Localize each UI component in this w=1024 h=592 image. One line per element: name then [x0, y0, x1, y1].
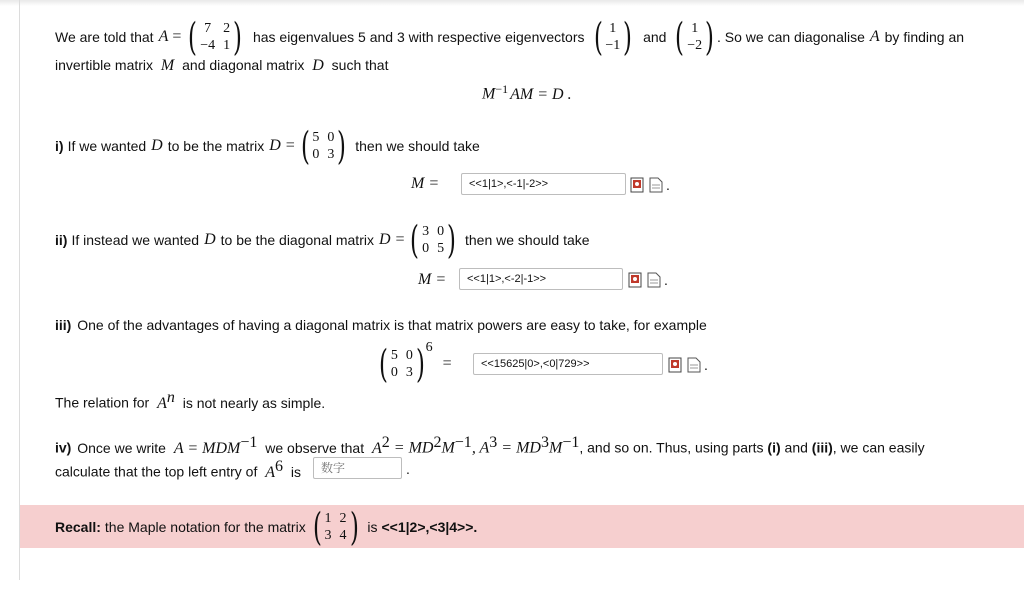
paren-left: ( [593, 15, 603, 59]
matrix-cell: 2 [223, 21, 231, 36]
matrix-power-expression [376, 340, 452, 388]
math-expr: = MD [389, 439, 434, 457]
matrix-cell: 7 [204, 21, 212, 36]
matrix-D1 [298, 124, 350, 168]
math-expr: = MD [497, 439, 541, 457]
part-text: to be the diagonal matrix [220, 232, 374, 248]
matrix-cell: 5 [390, 348, 398, 363]
paren-right: ) [623, 15, 633, 59]
math-exponent: 6 [425, 340, 433, 355]
paren-left: ( [312, 505, 322, 549]
math-eq: = [172, 28, 182, 45]
math-eq: = [442, 355, 452, 372]
answer-input-part-3[interactable]: <<15625|0>,<0|729>> [473, 353, 663, 375]
left-border [19, 0, 20, 580]
paren-right: ) [349, 505, 359, 549]
paren-left: ( [675, 15, 685, 59]
part-text: , we can easily [832, 439, 925, 456]
relation-text: is not nearly as simple. [182, 394, 326, 411]
top-shadow [0, 0, 1024, 6]
part-label: iii) [55, 317, 72, 333]
intro-text: We are told that [55, 29, 154, 45]
intro-eigen-text: has eigenvalues 5 and 3 with respective eigenvectors [252, 29, 585, 45]
part-text: Once we write [77, 439, 166, 456]
answer-input-part-2[interactable]: <<1|1>,<-2|-1>> [459, 268, 623, 290]
paren-left: ( [410, 218, 420, 262]
vector-cell: 1 [609, 21, 617, 36]
part-label: ii) [55, 232, 68, 248]
part-3-line [55, 317, 707, 333]
math-exponent: 2 [381, 434, 390, 451]
part-text: to be the matrix [167, 138, 265, 154]
paren-right: ) [447, 218, 457, 262]
recall-matrix [310, 505, 362, 549]
part-2-line [55, 218, 590, 262]
math-exponent: −1 [495, 82, 509, 96]
part-text: we observe that [265, 439, 365, 456]
math-exponent: −1 [562, 434, 580, 451]
matrix-cell: 3 [324, 528, 332, 543]
matrix-cell: 3 [327, 147, 335, 162]
matrix-cell: 0 [312, 147, 320, 162]
matrix-cell: 0 [405, 348, 413, 363]
eigenvector-2 [672, 15, 717, 59]
math-expr: M [548, 439, 563, 457]
part-4-line-2 [55, 458, 301, 482]
matrix-A [185, 15, 245, 59]
math-rest: AM = D . [510, 85, 572, 103]
matrix-cell: 1 [223, 38, 231, 53]
part-1-dot: . [666, 177, 670, 193]
part-label: i) [55, 138, 64, 154]
part-4-line-1 [55, 434, 925, 458]
help-icon[interactable] [649, 177, 663, 193]
math-D-eq: D = [378, 231, 406, 248]
matrix-D2 [407, 218, 459, 262]
part-text: , and so on. Thus, using parts [579, 439, 764, 456]
matrix-cell: 5 [312, 130, 320, 145]
part-text: One of the advantages of having a diagonal matrix is that matrix powers are easy to take, for example [77, 317, 707, 333]
matrix-cell: 3 [422, 224, 430, 239]
part-ref: (i) [767, 439, 781, 456]
eigenvector-1 [591, 15, 636, 59]
preview-icon[interactable] [668, 357, 682, 373]
math-exponent: n [166, 389, 175, 406]
part-text: If we wanted [67, 138, 147, 154]
intro-line-1 [55, 15, 965, 59]
math-D: D [204, 231, 216, 248]
matrix-cell: 1 [324, 511, 332, 526]
part-text: then we should take [465, 232, 590, 248]
paren-left: ( [188, 15, 198, 59]
paren-right: ) [233, 15, 242, 59]
intro-finding-text: by finding an [884, 29, 965, 45]
math-A: A [158, 28, 169, 45]
math-A: A [157, 394, 167, 412]
part-2-dot: . [664, 272, 668, 288]
math-M-eq: M = [418, 271, 447, 288]
paren-right: ) [337, 124, 347, 168]
help-icon[interactable] [687, 357, 701, 373]
recall-label: Recall: [55, 519, 101, 535]
math-D-eq: D = [269, 137, 296, 154]
intro-line-2 [55, 57, 389, 75]
relation-line [55, 389, 325, 413]
recall-text: the Maple notation for the matrix [104, 519, 306, 535]
recall-text: is [367, 519, 378, 535]
intro-and: and [643, 29, 667, 45]
paren-left: ( [300, 124, 310, 168]
matrix-cell: 0 [327, 130, 335, 145]
math-A: A [869, 28, 880, 45]
math-exponent: 3 [489, 434, 498, 451]
math-D: D [312, 57, 324, 74]
math-exponent: 2 [433, 434, 442, 451]
recall-line [55, 507, 477, 547]
preview-icon[interactable] [628, 272, 642, 288]
matrix-cell: −4 [200, 38, 216, 53]
answer-input-part-1[interactable]: <<1|1>,<-1|-2>> [461, 173, 626, 195]
matrix-cell: 5 [437, 241, 445, 256]
intro-text: such that [331, 57, 389, 73]
vector-cell: 1 [691, 21, 699, 36]
math-M: M [482, 85, 496, 103]
part-label: iv) [55, 439, 72, 456]
help-icon[interactable] [647, 272, 661, 288]
paren-left: ( [378, 342, 388, 386]
paren-right: ) [415, 342, 425, 386]
diagonalisation-equation [482, 82, 572, 104]
part-text: then we should take [355, 138, 480, 154]
intro-text: and diagonal matrix [182, 57, 305, 73]
part-text: calculate that the top left entry of [55, 463, 258, 480]
part-3-dot: . [704, 357, 708, 373]
intro-so-text: . So we can diagonalise [716, 29, 865, 45]
preview-icon[interactable] [630, 177, 644, 193]
part-text: is [290, 463, 302, 480]
math-exponent: 6 [275, 458, 284, 475]
part-1-line [55, 124, 480, 168]
math-A: A [265, 463, 276, 481]
paren-right: ) [705, 15, 715, 59]
part-text: If instead we wanted [71, 232, 200, 248]
answer-input-part-4[interactable] [313, 457, 402, 479]
math-M-eq: M = [411, 175, 440, 192]
matrix-cell: 0 [437, 224, 445, 239]
matrix-cell: 0 [422, 241, 430, 256]
math-expr: A = MDM [173, 439, 241, 457]
math-exponent: 3 [540, 434, 549, 451]
recall-code: <<1|2>,<3|4>>. [381, 519, 478, 535]
math-exponent: −1 [454, 434, 472, 451]
math-expr: A [371, 439, 382, 457]
part-ref: (iii) [811, 439, 833, 456]
math-exponent: −1 [240, 434, 258, 451]
math-expr: M [441, 439, 455, 457]
part-text: and [784, 439, 808, 456]
relation-text: The relation for [55, 394, 150, 411]
matrix-cell: 3 [405, 365, 413, 380]
math-expr: , A [471, 439, 490, 457]
matrix-cell: 0 [390, 365, 398, 380]
math-M: M [160, 57, 175, 74]
part-4-dot: . [406, 461, 410, 477]
matrix-cell: 2 [339, 511, 347, 526]
vector-cell: −1 [605, 38, 621, 53]
matrix-power-base [376, 342, 428, 386]
vector-cell: −2 [687, 38, 703, 53]
matrix-cell: 4 [339, 528, 347, 543]
intro-text: invertible matrix [55, 57, 154, 73]
math-D: D [151, 137, 163, 154]
